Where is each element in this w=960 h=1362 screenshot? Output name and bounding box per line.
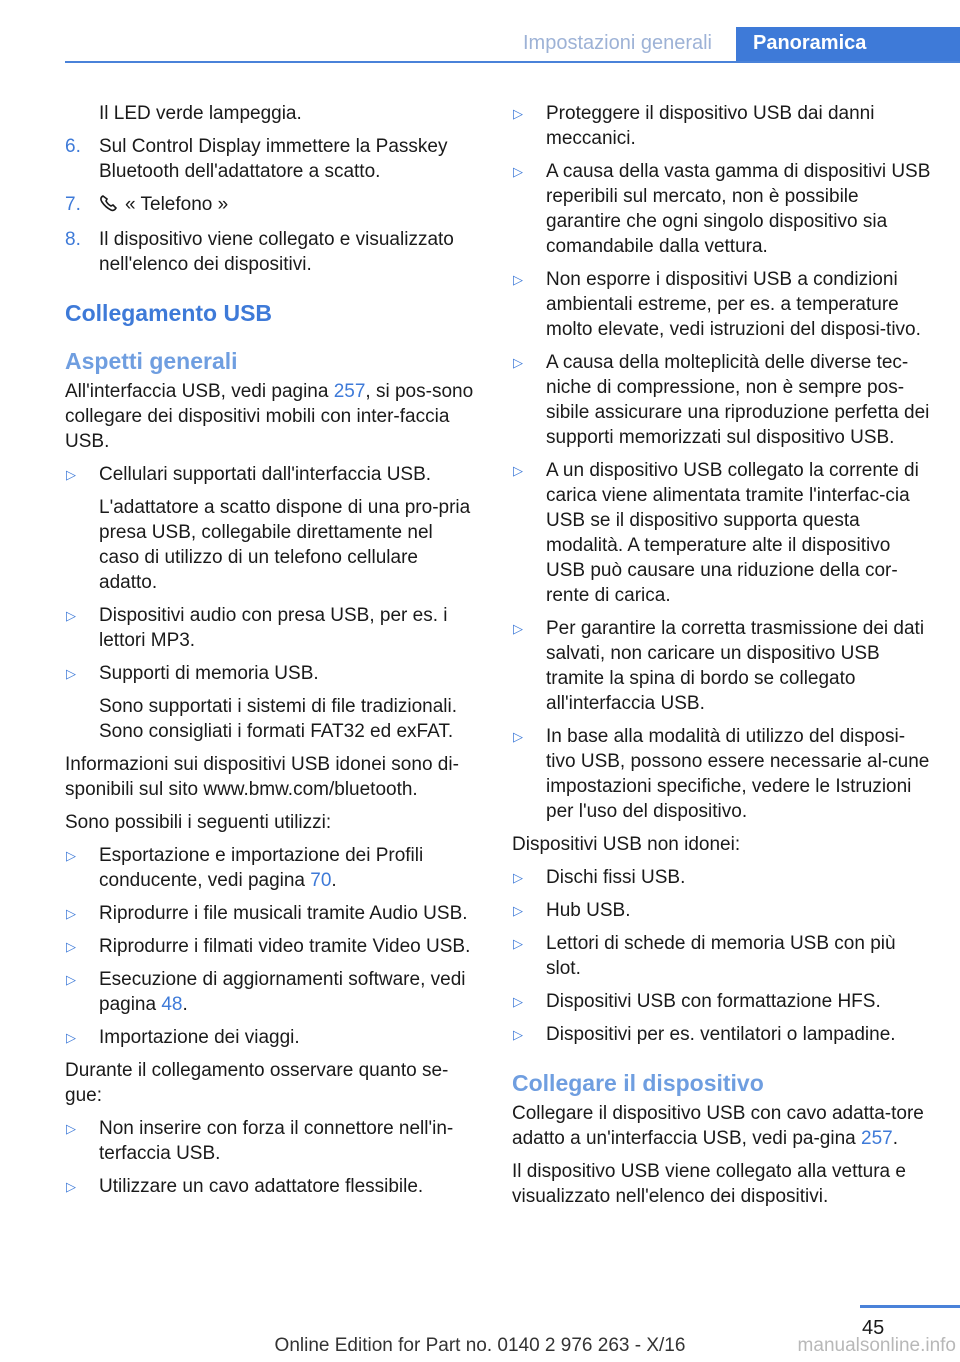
text: . xyxy=(892,1128,898,1149)
list-item xyxy=(65,1174,475,1199)
list-item-text: A causa della molteplicità delle diverse tec-niche di compressione, non è sempre pos-sibile assicurare una riproduzione perfetta dei supporti memorizzati sul dispositivo USB. xyxy=(546,352,930,448)
subsection-heading: Collegare il dispositivo xyxy=(512,1070,764,1096)
bullet-triangle-icon: ▷ xyxy=(66,906,76,921)
bullet-triangle-icon: ▷ xyxy=(66,972,76,987)
list-item xyxy=(512,159,932,259)
bullet-triangle-icon: ▷ xyxy=(513,729,523,744)
bullet-triangle-icon: ▷ xyxy=(513,272,523,287)
list-item xyxy=(65,967,475,1017)
connected-paragraph: Il dispositivo USB viene collegato alla vettura e visualizzato nell'elenco dei dispositivi. xyxy=(512,1161,906,1207)
list-item-text: Proteggere il dispositivo USB dai danni meccanici. xyxy=(546,103,875,149)
page-link-70[interactable]: 70 xyxy=(310,870,332,891)
list-item xyxy=(512,458,932,608)
uses-intro: Sono possibili i seguenti utilizzi: xyxy=(65,812,332,833)
list-item xyxy=(512,898,932,923)
list-item-text: A causa della vasta gamma di dispositivi USB reperibili sul mercato, non è possibile garantire che ogni singolo dispositivo sia comandabile dalla vettura. xyxy=(546,161,931,257)
list-item-text: Non inserire con forza il connettore nell'in-terfaccia USB. xyxy=(99,1118,454,1164)
list-item xyxy=(512,724,932,824)
list-item-text xyxy=(99,967,475,1017)
list-item xyxy=(512,350,932,450)
list-item-text: Non esporre i dispositivi USB a condizioni ambientali estreme, per es. a temperature molto elevate, vedi istruzioni del disposi-tivo. xyxy=(546,269,921,340)
right-column xyxy=(512,101,932,1217)
page-number: 45 xyxy=(862,1317,885,1339)
usb-intro-paragraph xyxy=(65,379,475,454)
step-7 xyxy=(65,192,475,219)
list-item xyxy=(65,901,475,926)
step-number: 8. xyxy=(65,229,81,250)
list-item-text: Riprodurre i file musicali tramite Audio USB. xyxy=(99,903,468,924)
bullet-triangle-icon: ▷ xyxy=(513,936,523,951)
bullet-triangle-icon: ▷ xyxy=(66,608,76,623)
running-header-tab: Panoramica xyxy=(736,27,960,62)
bullet-triangle-icon: ▷ xyxy=(513,994,523,1009)
list-item xyxy=(65,1116,475,1166)
list-item-text: Importazione dei viaggi. xyxy=(99,1027,300,1048)
list-item xyxy=(65,462,475,487)
bullet-triangle-icon: ▷ xyxy=(513,1027,523,1042)
step-text: Il dispositivo viene collegato e visualizzato nell'elenco dei dispositivi. xyxy=(99,229,454,275)
text: Collegare il dispositivo USB con cavo adatta-tore adatto a un'interfaccia USB, vedi pa-gina xyxy=(512,1103,924,1149)
list-item-text: Dispositivi audio con presa USB, per es. i lettori MP3. xyxy=(99,605,448,651)
list-item-text: A un dispositivo USB collegato la corrente di carica viene alimentata tramite l'interfac-cia USB se il dispositivo supporta questa modalità. A temperature alte il dispositivo USB può causare una riduzione della cor-rente di carica. xyxy=(546,460,919,606)
list-item-text: Riprodurre i filmati video tramite Video USB. xyxy=(99,936,471,957)
step-8 xyxy=(65,227,475,277)
connect-paragraph xyxy=(512,1101,932,1151)
bullet-triangle-icon: ▷ xyxy=(66,1121,76,1136)
section-heading: Collegamento USB xyxy=(65,300,273,326)
edition-footer: Online Edition for Part no. 0140 2 976 263 - X/16 xyxy=(274,1335,686,1356)
list-item xyxy=(512,616,932,716)
list-item xyxy=(65,1025,475,1050)
bullet-triangle-icon: ▷ xyxy=(66,848,76,863)
page-link-257[interactable]: 257 xyxy=(333,381,366,402)
subsection-heading: Aspetti generali xyxy=(65,348,238,374)
list-item xyxy=(512,931,932,981)
bullet-triangle-icon: ▷ xyxy=(66,666,76,681)
list-item xyxy=(512,267,932,342)
bullet-triangle-icon: ▷ xyxy=(66,467,76,482)
list-item-text: Dischi fissi USB. xyxy=(546,867,686,888)
list-item xyxy=(512,989,932,1014)
bullet-triangle-icon: ▷ xyxy=(513,870,523,885)
list-item xyxy=(65,661,475,686)
step-text: Sul Control Display immettere la Passkey Bluetooth dell'adattatore a scatto. xyxy=(99,136,448,182)
text: Esecuzione di aggiornamenti software, vedi pagina xyxy=(99,969,466,1015)
bullet-triangle-icon: ▷ xyxy=(513,164,523,179)
text: . xyxy=(182,994,188,1015)
list-item-note: L'adattatore a scatto dispone di una pro-pria presa USB, collegabile direttamente nel caso di utilizzo di un telefono cellulare adatto. xyxy=(99,497,471,593)
page-number-rule xyxy=(860,1305,960,1308)
bullet-triangle-icon: ▷ xyxy=(513,903,523,918)
page-link-257[interactable]: 257 xyxy=(861,1128,893,1149)
intro-text: Il LED verde lampeggia. xyxy=(99,103,302,124)
list-item-text: Utilizzare un cavo adattatore flessibile. xyxy=(99,1176,424,1197)
step-number: 6. xyxy=(65,136,81,157)
list-item-note: Sono supportati i sistemi di file tradizionali. Sono consigliati i formati FAT32 ed exFAT. xyxy=(99,696,458,742)
header-rule xyxy=(65,61,960,63)
step-text-wrapper xyxy=(99,192,475,219)
list-item-text: Cellulari supportati dall'interfaccia USB. xyxy=(99,464,432,485)
bullet-triangle-icon: ▷ xyxy=(513,621,523,636)
list-item-text: Supporti di memoria USB. xyxy=(99,663,319,684)
list-item-text xyxy=(99,843,475,893)
phone-icon xyxy=(99,194,119,219)
list-item xyxy=(65,603,475,653)
connection-notes-intro: Durante il collegamento osservare quanto se-gue: xyxy=(65,1060,449,1106)
list-item xyxy=(512,865,932,890)
left-column xyxy=(65,101,475,1207)
list-item xyxy=(512,101,932,151)
running-header-section: Impostazioni generali xyxy=(523,32,712,54)
list-item-text: Per garantire la corretta trasmissione dei dati salvati, non caricare un dispositivo USB tramite la spina di bordo se collegato all'interfaccia USB. xyxy=(546,618,925,714)
list-item xyxy=(65,934,475,959)
page-link-48[interactable]: 48 xyxy=(161,994,183,1015)
text: . xyxy=(331,870,337,891)
bullet-triangle-icon: ▷ xyxy=(66,1030,76,1045)
bullet-triangle-icon: ▷ xyxy=(513,355,523,370)
list-item-text: Dispositivi per es. ventilatori o lampadine. xyxy=(546,1024,896,1045)
bullet-triangle-icon: ▷ xyxy=(513,463,523,478)
list-item-text: In base alla modalità di utilizzo del disposi-tivo USB, possono essere necessarie al-cune impostazioni specifiche, vedere le Istruzioni per l'uso del dispositivo. xyxy=(546,726,930,822)
text: All'interfaccia USB, vedi pagina xyxy=(65,381,334,402)
text: , si pos-sono collegare dei dispositivi mobili con inter-faccia USB. xyxy=(65,381,474,452)
step-6 xyxy=(65,134,475,184)
list-item-text: Hub USB. xyxy=(546,900,631,921)
list-item xyxy=(512,1022,932,1047)
bullet-triangle-icon: ▷ xyxy=(66,1179,76,1194)
step-number: 7. xyxy=(65,194,81,215)
text: Esportazione e importazione dei Profili conducente, vedi pagina xyxy=(99,845,424,891)
bullet-triangle-icon: ▷ xyxy=(66,939,76,954)
unsuitable-devices-title: Dispositivi USB non idonei: xyxy=(512,834,741,855)
step-text: « Telefono » xyxy=(125,194,229,215)
info-paragraph: Informazioni sui dispositivi USB idonei sono di-sponibili sul sito www.bmw.com/bluetooth. xyxy=(65,754,459,800)
list-item-text: Lettori di schede di memoria USB con più slot. xyxy=(546,933,896,979)
bullet-triangle-icon: ▷ xyxy=(513,106,523,121)
list-item xyxy=(65,843,475,893)
watermark: manualsonline.info xyxy=(797,1335,956,1356)
list-item-text: Dispositivi USB con formattazione HFS. xyxy=(546,991,881,1012)
